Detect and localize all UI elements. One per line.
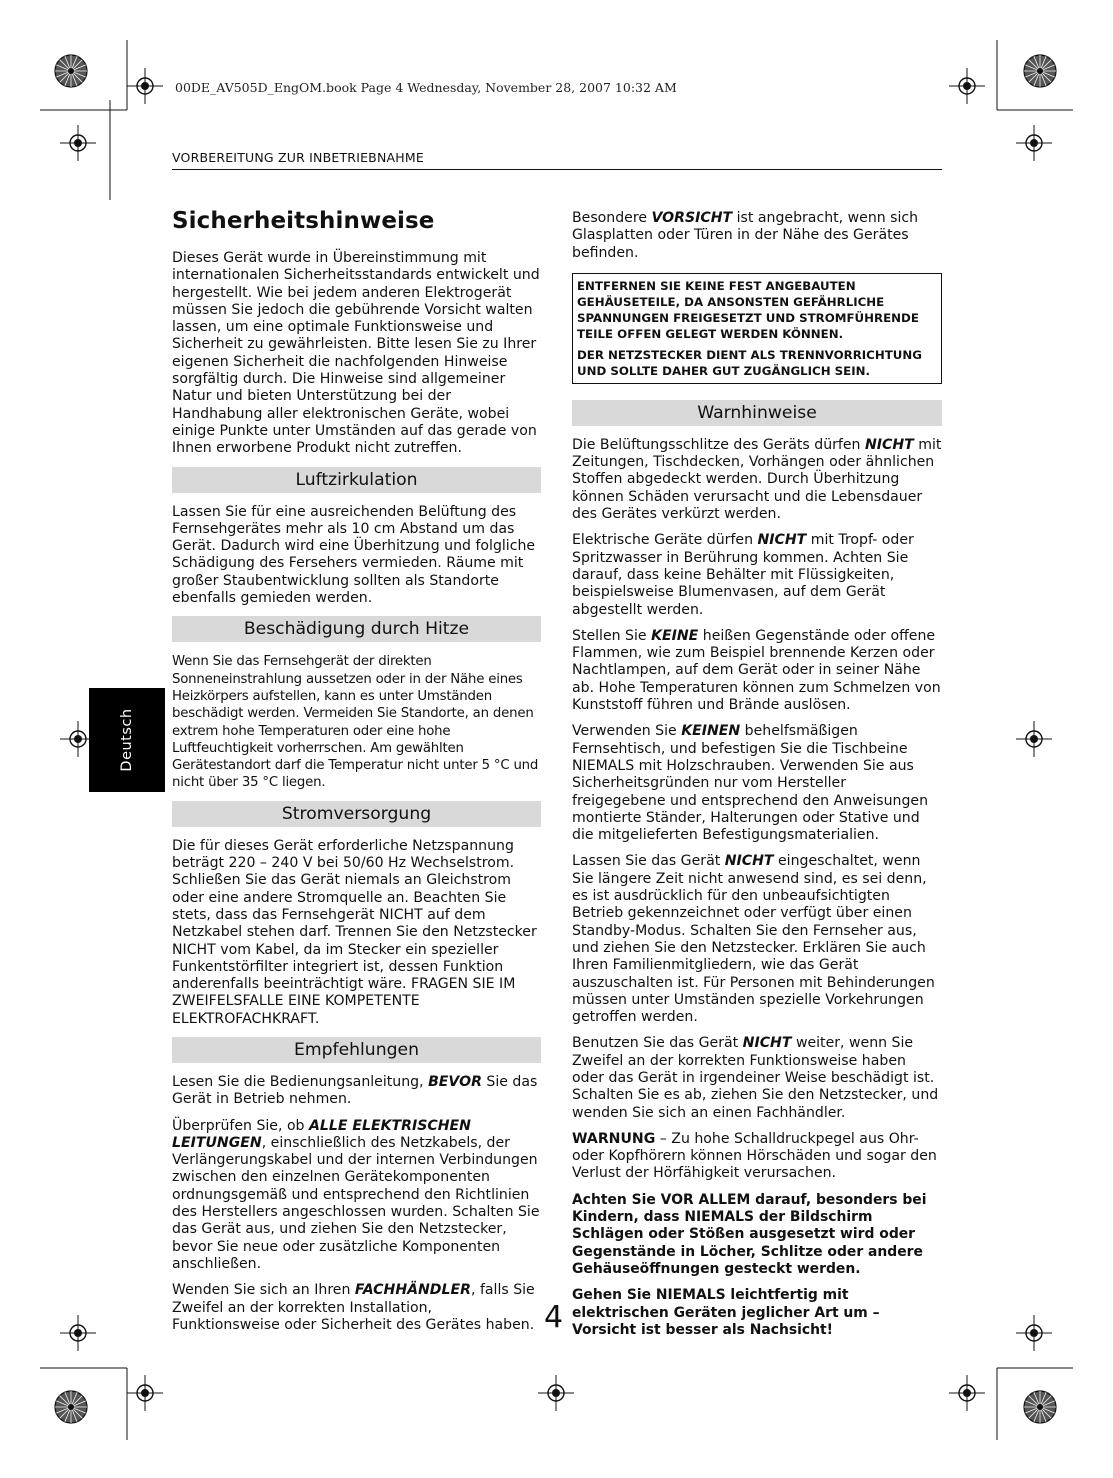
crop-mark-bottom-right [949, 1315, 1073, 1440]
crop-mark-bottom-center [538, 1375, 574, 1411]
heading-hitze: Beschädigung durch Hitze [172, 616, 541, 642]
right-column [572, 210, 942, 1348]
heading-stromversorgung: Stromversorgung [172, 801, 541, 827]
header-divider [172, 169, 942, 170]
crop-mark-middle-right [1016, 721, 1052, 757]
empfehlung-paragraph-3: Wenden Sie sich an Ihren FACHHÄNDLER, falls Sie Zweifel an der korrekten Installation, Funktionsweise oder Sicherheit des Gerätes haben. [172, 1282, 535, 1333]
bold-warning-2: Gehen Sie NIEMALS leichtfertig mit elektrischen Geräten jeglicher Art um – Vorsicht ist besser als Nachsicht! [572, 1287, 880, 1338]
page-title: Sicherheitshinweise [172, 208, 435, 234]
empfehlung-paragraph-2: Überprüfen Sie, ob ALLE ELEKTRISCHEN LEITUNGEN, einschließlich des Netzkabels, der Verlängerungskabel und der internen Verbindungen zwischen den einzelnen Gerätekomponenten ordnungsgemäß und entsprechend den Richtlinien des Herstellers angeschlossen wurden. Schalten Sie das Gerät aus, und ziehen Sie den Netzstecker, bevor Sie neue oder zusätzliche Komponenten anschließen. [172, 1117, 540, 1272]
warning-box-text-2: DER NETZSTECKER DIENT ALS TRENNVORRICHTUNG UND SOLLTE DAHER GUT ZUGÄNGLICH SEIN. [577, 347, 922, 378]
crop-mark-top-left [40, 40, 163, 200]
bold-warning-1: Achten Sie VOR ALLEM darauf, besonders bei Kindern, dass NIEMALS der Bildschirm Schlägen oder Stößen ausgesetzt wird oder Gegenstände in Löcher, Schlitze oder andere Gehäuseöffnungen gesteckt werden. [572, 1191, 927, 1277]
warning-box-text-1: ENTFERNEN SIE KEINE FEST ANGEBAUTEN GEHÄUSETEILE, DA ANSONSTEN GEFÄHRLICHE SPANNUNGEN FREIGESETZT UND STROMFÜHRENDE TEILE OFFEN GELEGT WERDEN KÖNNEN. [577, 278, 919, 341]
warnhinweis-1: Die Belüftungsschlitze des Geräts dürfen NICHT mit Zeitungen, Tischdecken, Vorhängen oder ähnlichen Stoffen abgedeckt werden. Durch Überhitzung können Schäden verursacht und die Lebensdauer des Gerätes verkürzt werden. [572, 436, 942, 523]
warnhinweis-4: Verwenden Sie KEINEN behelfsmäßigen Fernsehtisch, und befestigen Sie die Tischbeine NIEMALS mit Holzschrauben. Verwenden Sie aus Sicherheitsgründen nur vom Hersteller freigegebene und entsprechend den Anweisungen montierte Ständer, Halterungen oder Stative und die mitgelieferten Befestigungsmaterialien. [572, 723, 929, 844]
warnhinweis-3: Stellen Sie KEINE heißen Gegenstände oder offene Flammen, wie zum Beispiel brennende Kerzen oder Nachtlampen, auf dem Gerät oder in seiner Nähe ab. Hohe Temperaturen können zum Schmelzen von Kunststoff führen und Brände auslösen. [572, 627, 941, 714]
book-file-info: 00DE_AV505D_EngOM.book Page 4 Wednesday, November 28, 2007 10:32 AM [175, 80, 677, 95]
luftzirkulation-text: Lassen Sie für eine ausreichenden Belüftung des Fernsehgerätes mehr als 10 cm Abstand um das Gerät. Dadurch wird eine Überhitzung und folgliche Schädigung des Fersehers vermieden. Räume mit großer Staubentwicklung sollten als Standorte ebenfalls gemieden werden. [172, 503, 536, 607]
warnhinweis-6: Benutzen Sie das Gerät NICHT weiter, wenn Sie Zweifel an der korrekten Funktionsweise haben oder das Gerät in irgendeiner Weise beschädigt ist. Schalten Sie es ab, ziehen Sie den Netzstecker, und wenden Sie sich an einen Fachhändler. [572, 1035, 939, 1121]
section-header: VORBEREITUNG ZUR INBETRIEBNAHME [172, 150, 424, 165]
intro-paragraph: Dieses Gerät wurde in Übereinstimmung mit internationalen Sicherheitsstandards entwickelt und hergestellt. Wie bei jedem anderen Elektrogerät müssen Sie jedoch die gebührende Vorsicht walten lassen, um eine optimale Funktionsweise und Sicherheit zu gewährleisten. Bitte lesen Sie zu Ihrer eigenen Sicherheit die nachfolgenden Hinweise sorgfältig durch. Die Hinweise sind allgemeiner Natur und bieten Unterstützung bei der Handhabung aller elektronischen Geräte, wobei einige Punkte unter Umständen auf das gerade von Ihnen erworbene Produkt nicht zutreffen. [172, 250, 540, 457]
heading-empfehlungen: Empfehlungen [172, 1037, 541, 1063]
language-side-tab [89, 688, 165, 792]
warning-box [572, 273, 942, 384]
hitze-text: Wenn Sie das Fernsehgerät der direkten Sonneneinstrahlung aussetzen oder in der Nähe eines Heizkörpers aufstellen, kann es unter Umständen beschädigt werden. Vermeiden Sie Standorte, an denen extrem hohe Temperaturen oder eine hohe Luftfeuchtigkeit vorherrschen. Am gewählten Gerätestandort darf die Temperatur nicht unter 5 °C und nicht über 35 °C liegen. [172, 654, 539, 791]
heading-warnhinweise: Warnhinweise [572, 400, 942, 426]
language-label: Deutsch [119, 708, 135, 772]
warnhinweis-2: Elektrische Geräte dürfen NICHT mit Tropf- oder Spritzwasser in Berührung kommen. Achten Sie darauf, dass keine Behälter mit Flüssigkeiten, beispielsweise Blumenvasen, auf dem Gerät abgestellt werden. [572, 532, 914, 618]
page-number: 4 [544, 1300, 564, 1335]
warnung-paragraph: WARNUNG – Zu hohe Schalldruckpegel aus Ohr- oder Kopfhörern können Hörschäden und sogar den Verlust der Hörfähigkeit verursachen. [572, 1130, 937, 1182]
heading-luftzirkulation: Luftzirkulation [172, 467, 541, 493]
stromversorgung-text: Die für dieses Gerät erforderliche Netzspannung beträgt 220 – 240 V bei 50/60 Hz Wechselstrom. Schließen Sie das Gerät niemals an Gleichstrom oder eine andere Stromquelle an. Beachten Sie stets, dass das Fernsehgerät NICHT auf dem Netzkabel stehen darf. Trennen Sie den Netzstecker NICHT vom Kabel, da im Stecker ein spezieller Funkentstörfilter integriert ist, dessen Funktion anderenfalls beeinträchtigt wäre. FRAGEN SIE IM ZWEIFELSFALLE EINE KOMPETENTE ELEKTROFACHKRAFT. [172, 837, 537, 1027]
crop-mark-top-right [949, 40, 1073, 161]
vorsicht-paragraph: Besondere VORSICHT ist angebracht, wenn sich Glasplatten oder Türen in der Nähe des Gerätes befinden. [572, 210, 919, 261]
crop-mark-bottom-left [40, 1315, 163, 1440]
warnhinweis-5: Lassen Sie das Gerät NICHT eingeschaltet, wenn Sie längere Zeit nicht anwesend sind, es sei denn, es ist ausdrücklich für den unbeaufsichtigten Betrieb gekennzeichnet oder verfügt über einen Standby-Modus. Schalten Sie den Fernseher aus, und ziehen Sie den Netzstecker. Erklären Sie auch Ihren Familienmitgliedern, wie das Gerät auszuschalten ist. Für Personen mit Behinderungen müssen unter Umständen spezielle Vorkehrungen getroffen werden. [572, 853, 935, 1026]
left-column [172, 208, 541, 1343]
empfehlung-paragraph-1: Lesen Sie die Bedienungsanleitung, BEVOR Sie das Gerät in Betrieb nehmen. [172, 1073, 538, 1108]
